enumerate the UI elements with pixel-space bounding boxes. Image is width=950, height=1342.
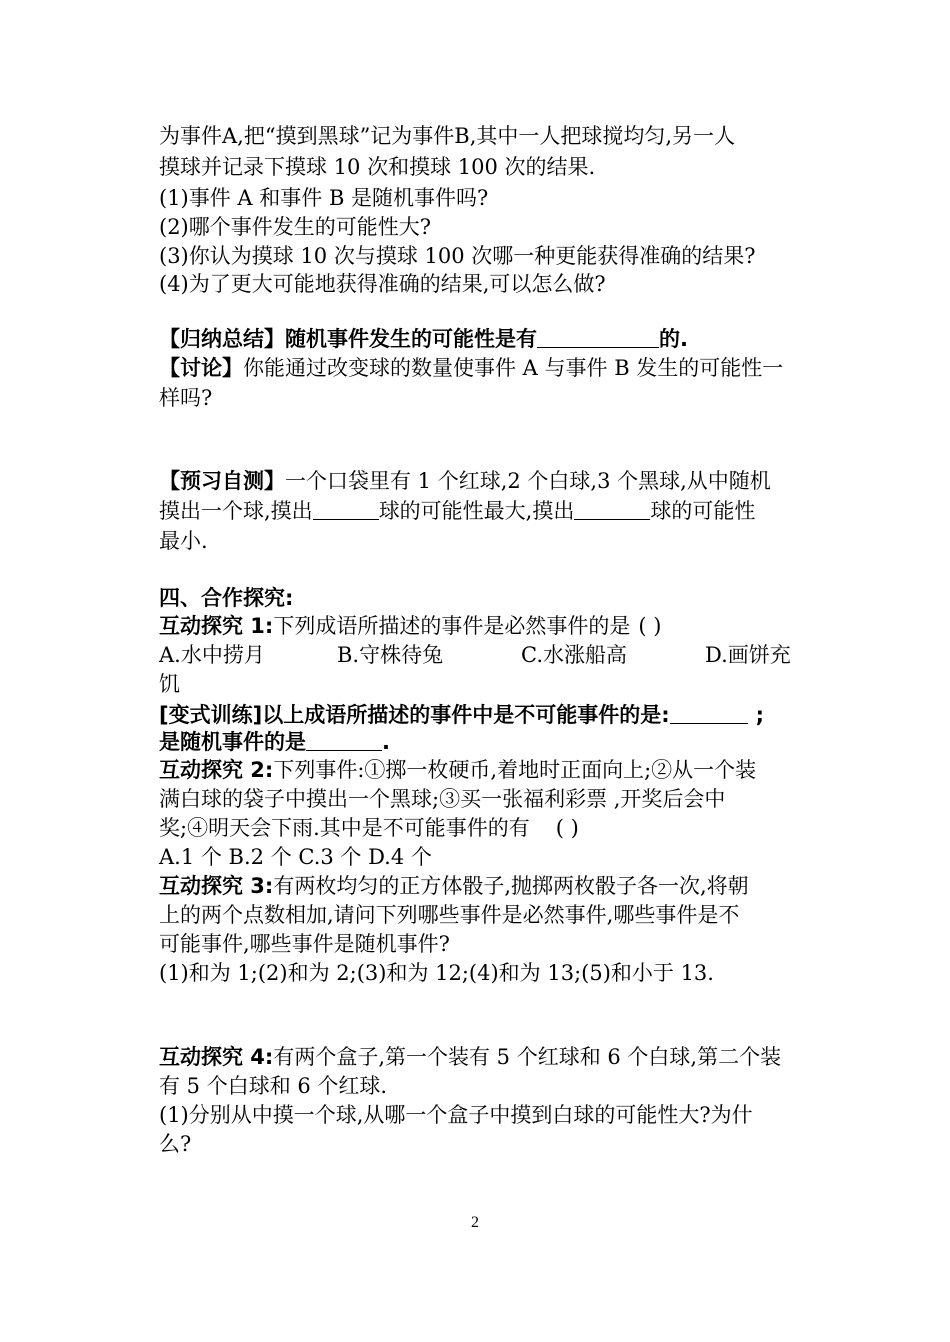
page-number: 2 bbox=[471, 1214, 479, 1231]
pretest-label: 【预习自测】 bbox=[159, 469, 285, 493]
ex3-line-3: 可能事件,哪些事件是随机事件? bbox=[159, 932, 450, 956]
ex2-options[interactable]: A.1 个 B.2 个 C.3 个 D.4 个 bbox=[159, 845, 432, 869]
variant-dot: . bbox=[382, 730, 390, 754]
ex1-text: 下列成语所描述的事件是必然事件的是 bbox=[273, 614, 631, 638]
ex1-answer-paren[interactable]: ( ) bbox=[638, 614, 662, 638]
variant-label: [变式训练]以上成语所描述的事件中是不可能事件的是: bbox=[159, 703, 670, 727]
summary-blank[interactable] bbox=[537, 327, 659, 348]
intro-line-1: 为事件A,把“摸到黑球”记为事件B,其中一人把球搅均匀,另一人 bbox=[159, 124, 736, 148]
ex2-text: 下列事件:①掷一枚硬币,着地时正面向上;②从一个装 bbox=[273, 758, 757, 782]
variant-random-label: 是随机事件的是 bbox=[159, 730, 306, 754]
variant-blank-1[interactable] bbox=[670, 703, 748, 724]
pretest-line-3: 最小. bbox=[159, 529, 208, 553]
ex3-text: 有两枚均匀的正方体骰子,抛掷两枚骰子各一次,将朝 bbox=[273, 874, 749, 898]
ex4-label: 互动探究 4: bbox=[159, 1045, 274, 1069]
summary-line bbox=[159, 325, 799, 353]
ex3-line-4: (1)和为 1;(2)和为 2;(3)和为 12;(4)和为 13;(5)和小于 13. bbox=[159, 961, 714, 985]
ex4-line-4: 么? bbox=[159, 1132, 192, 1156]
ex2-answer-paren[interactable]: ( ) bbox=[555, 816, 579, 840]
ex4-line-3: (1)分别从中摸一个球,从哪一个盒子中摸到白球的可能性大?为什 bbox=[159, 1103, 753, 1127]
discussion-text: 你能通过改变球的数量使事件 A 与事件 B 发生的可能性一 bbox=[243, 356, 784, 380]
discussion-line-1 bbox=[159, 354, 799, 382]
ex1-option-b[interactable]: B.守株待兔 bbox=[337, 643, 444, 667]
variant-line-2 bbox=[159, 728, 799, 756]
pretest-text-b: 球的可能性最大,摸出 bbox=[378, 499, 575, 523]
ex1-line bbox=[159, 612, 799, 640]
pretest-text: 一个口袋里有 1 个红球,2 个白球,3 个黑球,从中随机 bbox=[285, 469, 771, 493]
ex3-line-2: 上的两个点数相加,请问下列哪些事件是必然事件,哪些事件是不 bbox=[159, 903, 740, 927]
pretest-blank-1[interactable] bbox=[313, 499, 379, 520]
pretest-line-2 bbox=[159, 497, 799, 525]
intro-question-3: (3)你认为摸球 10 次与摸球 100 次哪一种更能获得准确的结果? bbox=[159, 244, 756, 268]
ex2-line-3 bbox=[159, 814, 799, 842]
ex1-options bbox=[159, 641, 799, 669]
ex3-label: 互动探究 3: bbox=[159, 874, 274, 898]
ex1-option-a[interactable]: A.水中捞月 bbox=[159, 643, 265, 667]
variant-blank-2[interactable] bbox=[306, 730, 382, 751]
discussion-line-2: 样吗? bbox=[159, 386, 213, 410]
pretest-line-1 bbox=[159, 467, 799, 495]
intro-question-2: (2)哪个事件发生的可能性大? bbox=[159, 215, 432, 239]
ex2-line-1 bbox=[159, 756, 799, 784]
pretest-blank-2[interactable] bbox=[574, 499, 650, 520]
ex4-line-1 bbox=[159, 1043, 799, 1071]
variant-semicolon: ; bbox=[755, 703, 764, 727]
pretest-text-a: 摸出一个球,摸出 bbox=[159, 499, 313, 523]
intro-line-2: 摸球并记录下摸球 10 次和摸球 100 次的结果. bbox=[159, 155, 596, 179]
ex2-label: 互动探究 2: bbox=[159, 758, 274, 782]
ex4-line-2: 有 5 个白球和 6 个红球. bbox=[159, 1074, 388, 1098]
ex1-option-c[interactable]: C.水涨船高 bbox=[521, 643, 627, 667]
ex2-text-3: 奖;④明天会下雨.其中是不可能事件的有 bbox=[159, 816, 530, 840]
intro-question-4: (4)为了更大可能地获得准确的结果,可以怎么做? bbox=[159, 272, 606, 296]
discussion-label: 【讨论】 bbox=[159, 356, 243, 380]
ex2-line-2: 满白球的袋子中摸出一个黑球;③买一张福利彩票 ,开奖后会中 bbox=[159, 787, 726, 811]
ex4-text: 有两个盒子,第一个装有 5 个红球和 6 个白球,第二个装 bbox=[273, 1045, 782, 1069]
section-title: 四、合作探究: bbox=[159, 586, 294, 610]
intro-question-1: (1)事件 A 和事件 B 是随机事件吗? bbox=[159, 186, 489, 210]
summary-label: 【归纳总结】随机事件发生的可能性是有 bbox=[159, 327, 537, 351]
ex3-line-1 bbox=[159, 872, 799, 900]
ex1-option-d-wrap: 饥 bbox=[159, 672, 180, 696]
variant-line-1 bbox=[159, 701, 799, 729]
ex1-option-d[interactable]: D.画饼充 bbox=[705, 643, 791, 667]
summary-tail: 的. bbox=[659, 327, 688, 351]
ex1-label: 互动探究 1: bbox=[159, 614, 274, 638]
pretest-text-c: 球的可能性 bbox=[650, 499, 756, 523]
